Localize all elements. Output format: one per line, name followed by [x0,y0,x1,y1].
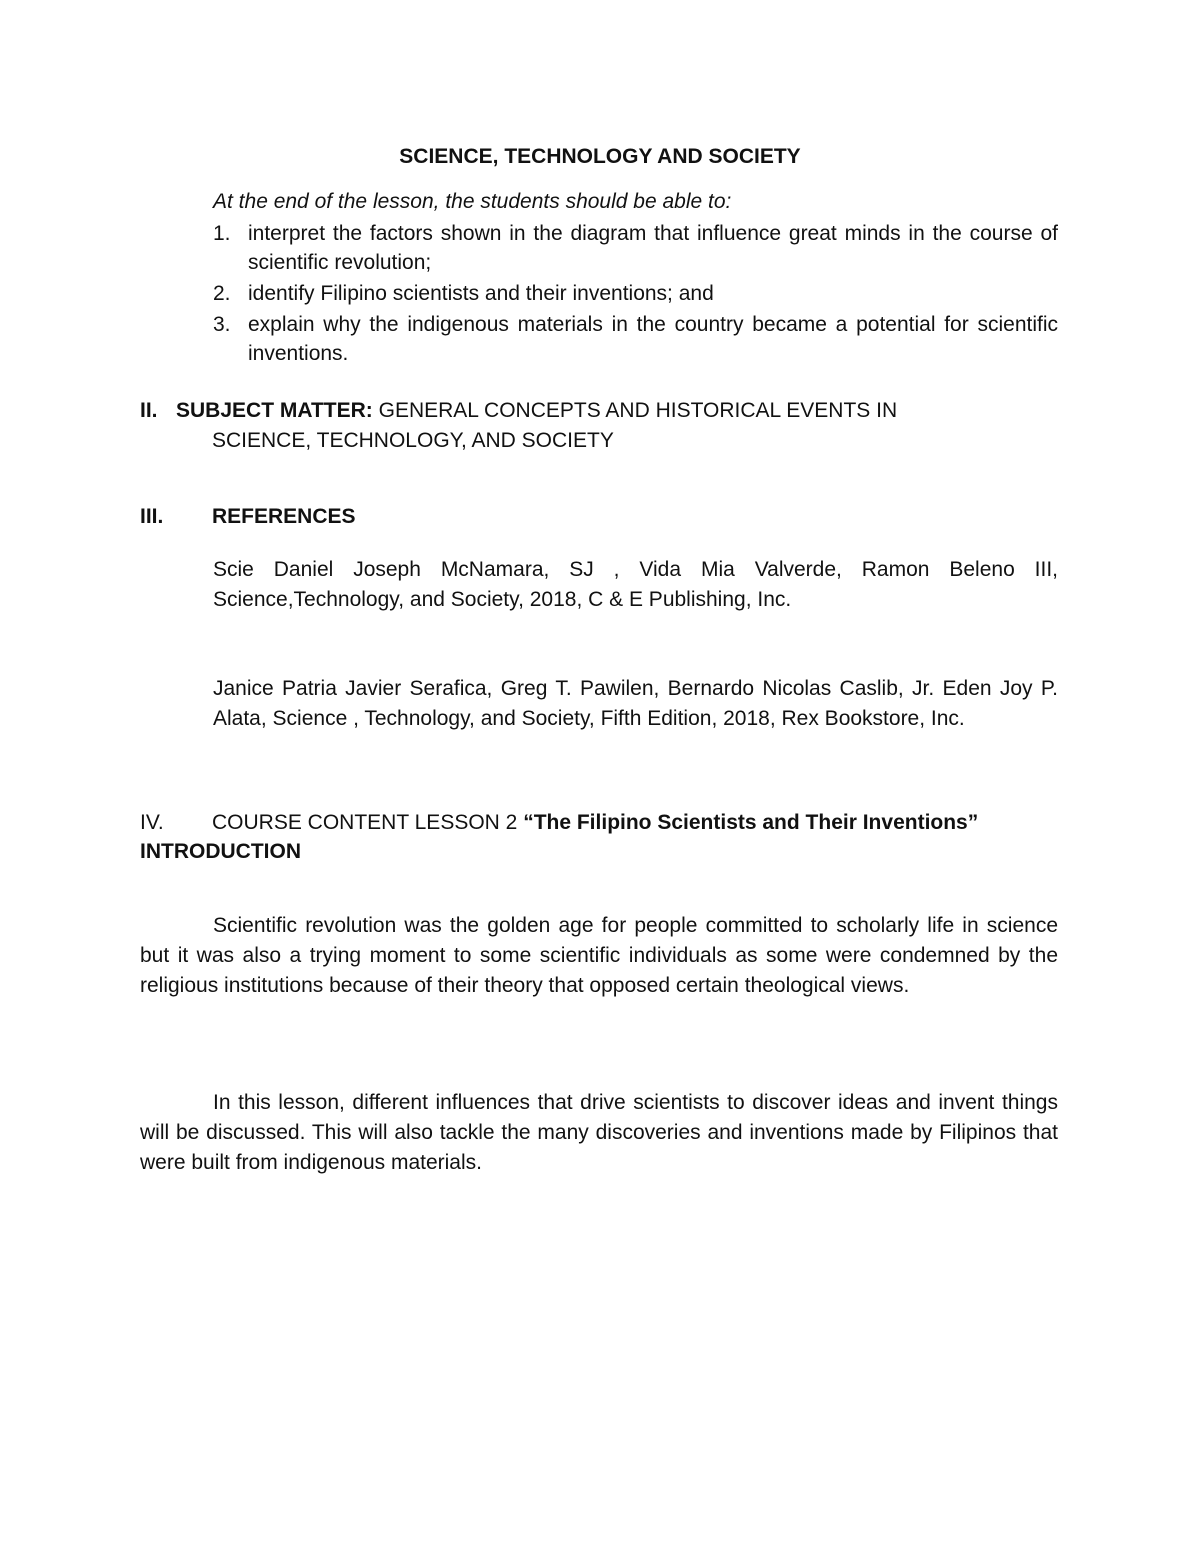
intro-paragraph: Scientific revolution was the golden age for people committed to scholarly life in science but it was also a trying moment to some scientific individuals as some were condemned by the religious institutions because of their theory that opposed certain theological views. [140,914,1058,997]
intro-paragraph: In this lesson, different influences that drive scientists to discover ideas and invent things will be discussed. This will also tackle the many discoveries and inventions made by Filipinos that were built from indigenous materials. [140,1091,1058,1174]
references-heading [140,503,356,531]
course-content-heading [140,808,1058,837]
subject-matter-label: SUBJECT MATTER: [176,399,373,422]
objective-number: 2. [213,282,231,305]
objective-text: identify Filipino scientists and their inventions; and [248,282,714,305]
subject-matter-line-1 [140,396,1058,426]
course-content-section [140,808,1058,866]
objectives-list [213,219,1058,370]
reference-item: Scie Daniel Joseph McNamara, SJ , Vida Mia Valverde, Ramon Beleno III, Science,Technology, and Society, 2018, C & E Publishing, Inc. [213,558,1058,611]
introduction-heading: INTRODUCTION [140,840,301,863]
section-numeral: II. [140,399,158,422]
reference-item: Janice Patria Javier Serafica, Greg T. Pawilen, Bernardo Nicolas Caslib, Jr. Eden Joy P. Alata, Science , Technology, and Society, Fifth Edition, 2018, Rex Bookstore, Inc. [213,677,1058,730]
objective-item [213,310,1058,368]
lesson-title: “The Filipino Scientists and Their Inventions” [523,811,979,834]
objective-text: explain why the indigenous materials in the country became a potential for scientific inventions. [248,313,1058,365]
references-heading-label: REFERENCES [212,505,356,528]
objective-number: 3. [213,313,231,336]
subject-matter-text: GENERAL CONCEPTS AND HISTORICAL EVENTS IN [372,399,898,422]
subject-matter-section [140,396,1058,456]
subject-matter-text-continued: SCIENCE, TECHNOLOGY, AND SOCIETY [212,429,614,452]
objective-text: interpret the factors shown in the diagram that influence great minds in the course of scientific revolution; [248,222,1058,274]
document-title: SCIENCE, TECHNOLOGY AND SOCIETY [399,145,801,168]
objective-number: 1. [213,222,231,245]
objective-item [213,279,1058,308]
section-numeral: IV. [140,811,164,834]
objectives-intro: At the end of the lesson, the students should be able to: [213,190,732,213]
course-content-prefix: COURSE CONTENT LESSON 2 [212,811,524,834]
section-numeral: III. [140,505,164,528]
objective-item [213,219,1058,277]
